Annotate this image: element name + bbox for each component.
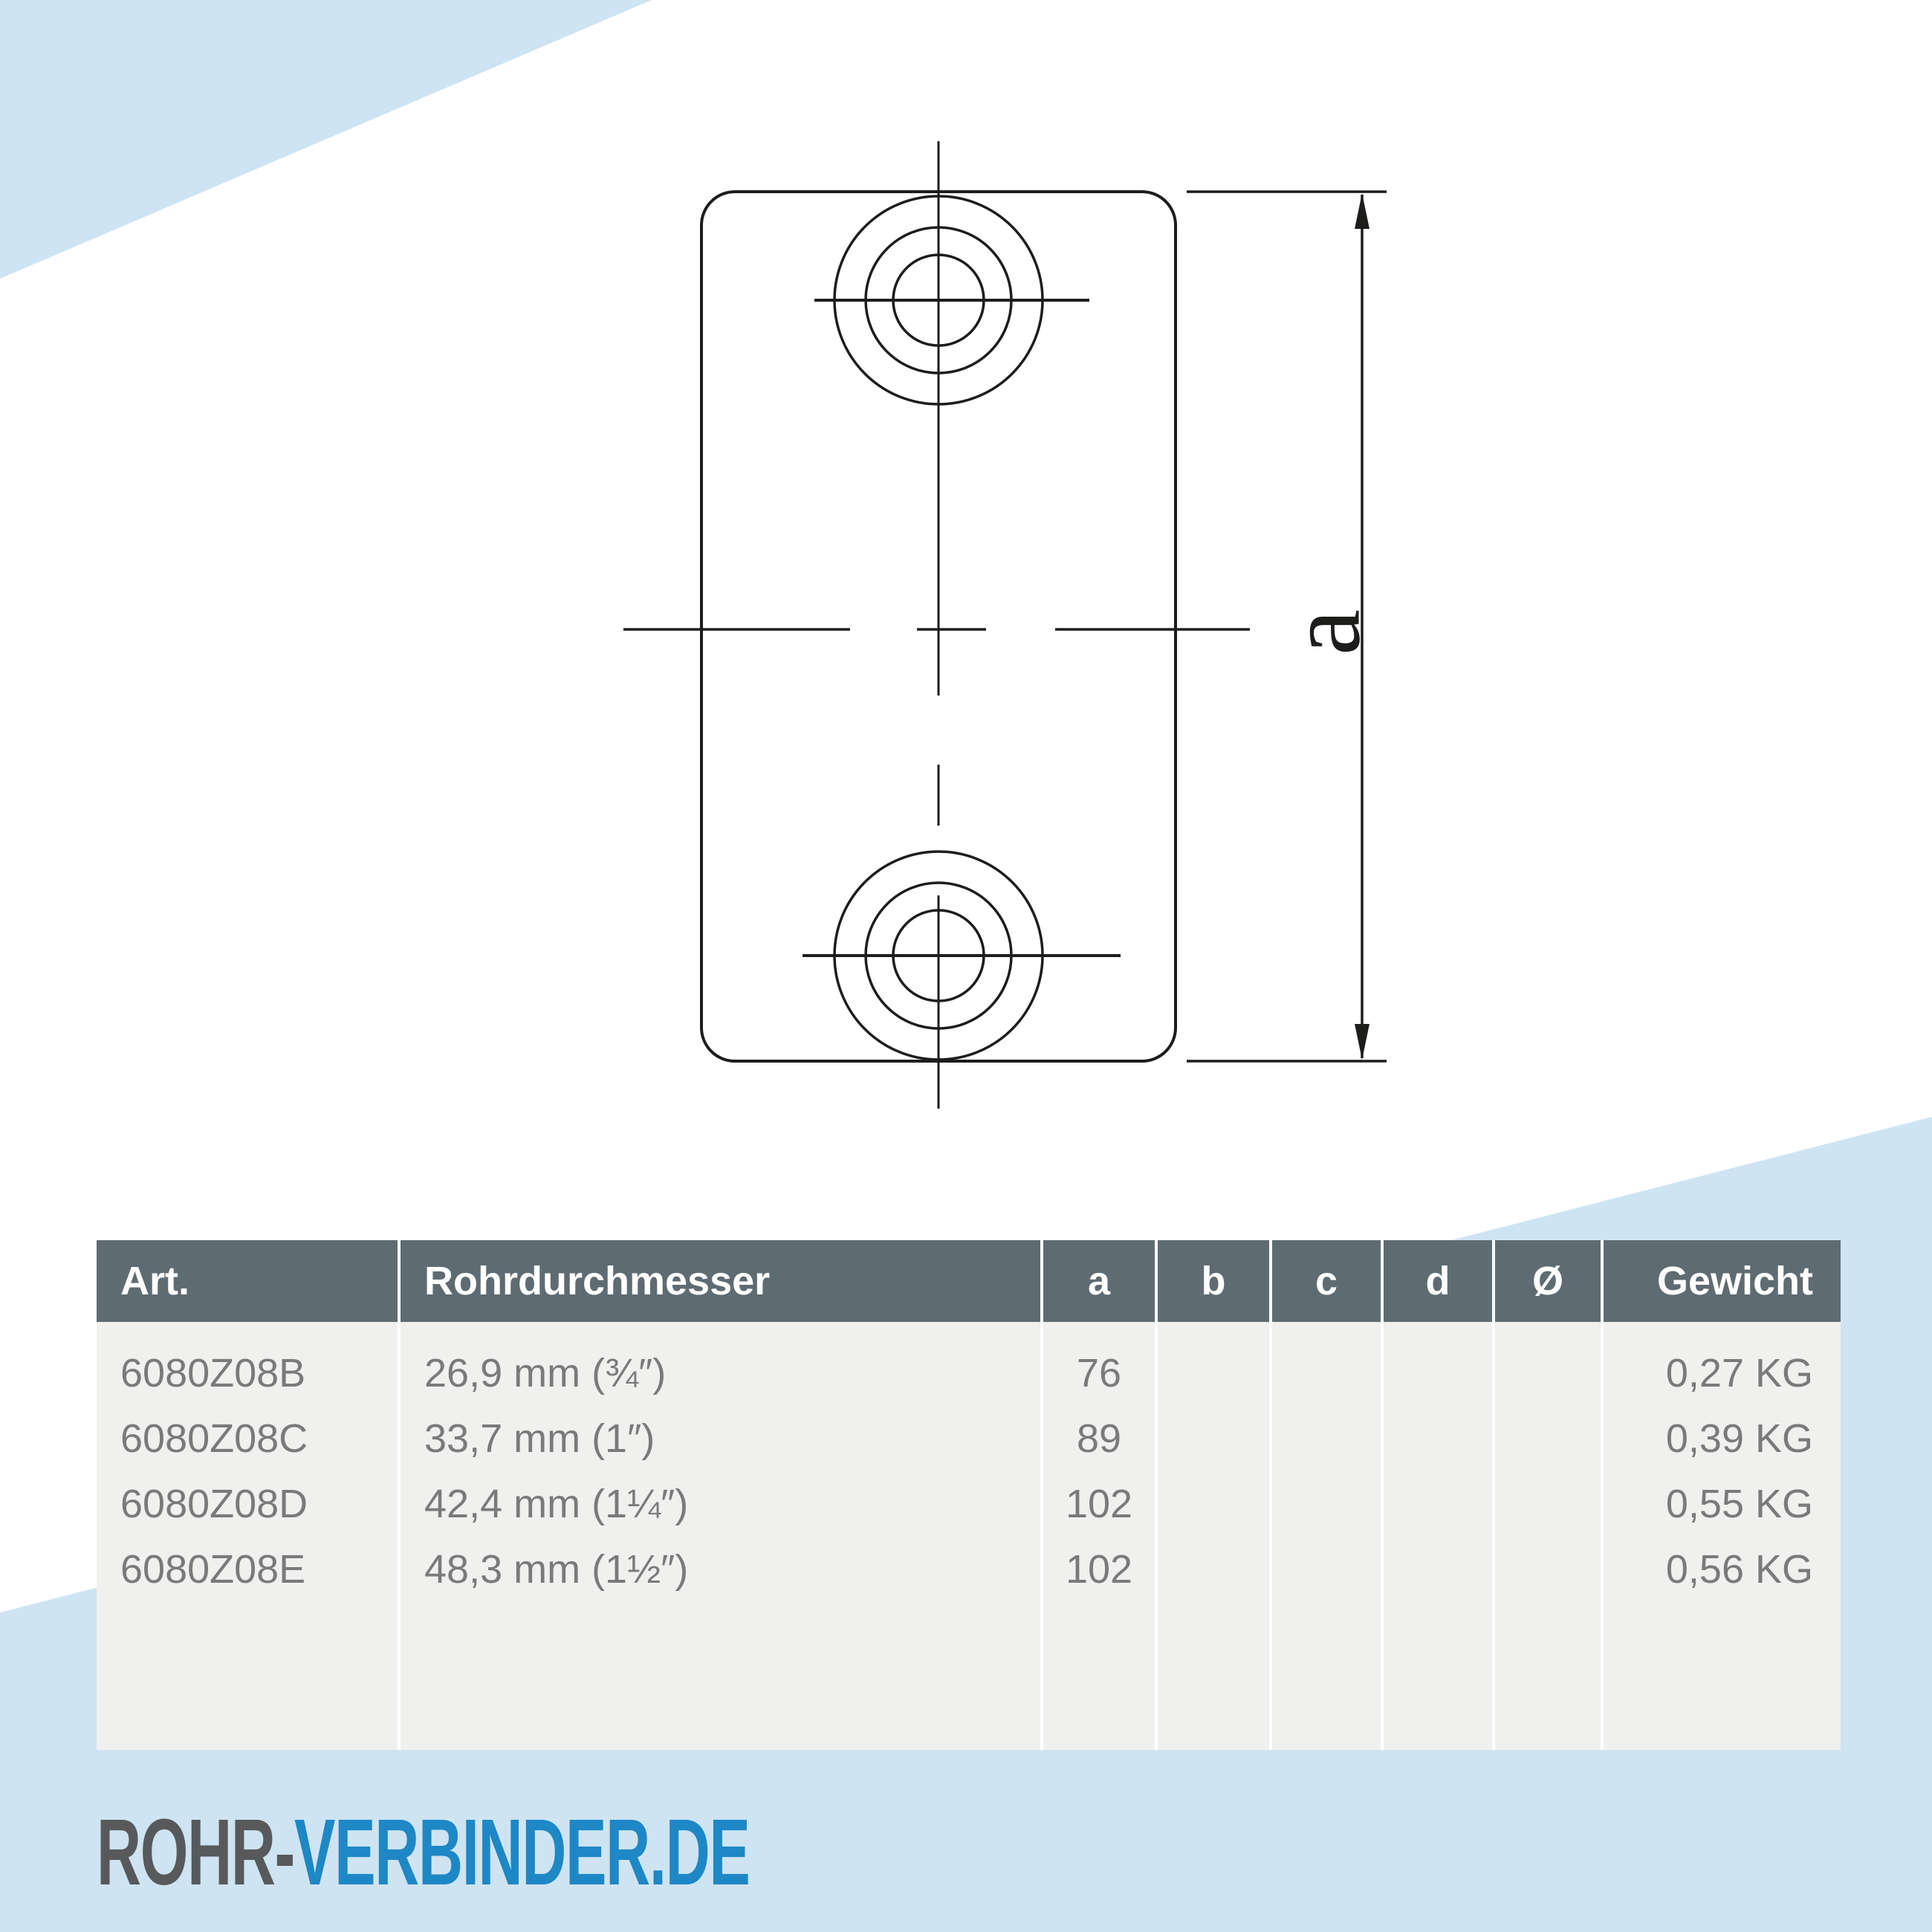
col-header-c: c: [1272, 1240, 1381, 1322]
cell-art: 6080Z08D: [120, 1482, 308, 1526]
cell-rohrdurchmesser: 26,9 mm (¾″): [424, 1351, 667, 1395]
cell-b: [1158, 1471, 1269, 1537]
dimension-label: a: [1266, 609, 1382, 656]
spec-table: [97, 1240, 1841, 1750]
cell-c: [1272, 1537, 1381, 1602]
cell-rohrdurchmesser: 48,3 mm (1½″): [424, 1547, 689, 1592]
cell-b: [1158, 1537, 1269, 1602]
cell-rohrdurchmesser: 42,4 mm (1¼″): [424, 1482, 689, 1526]
cell-diameter: [1495, 1537, 1601, 1602]
cell-diameter: [1495, 1341, 1601, 1406]
top-left-wedge: [0, 0, 652, 279]
cell-a: 102: [1065, 1547, 1133, 1592]
cell-art: 6080Z08E: [120, 1547, 306, 1592]
col-diameter: [1495, 1322, 1601, 1750]
col-b: [1158, 1322, 1269, 1750]
dimension-arrow-up: [1355, 193, 1369, 229]
col-gewicht: [1604, 1322, 1841, 1750]
cell-art: 6080Z08B: [120, 1351, 306, 1395]
cell-art: 6080Z08C: [120, 1416, 308, 1461]
cell-a: 89: [1076, 1416, 1122, 1461]
cell-gewicht: 0,56 KG: [1665, 1547, 1813, 1592]
col-a: [1043, 1322, 1155, 1750]
col-c: [1272, 1322, 1381, 1750]
cell-diameter: [1495, 1406, 1601, 1471]
cell-a: 102: [1065, 1482, 1133, 1526]
col-header-gewicht: Gewicht: [1604, 1240, 1841, 1322]
cell-c: [1272, 1341, 1381, 1406]
cell-b: [1158, 1341, 1269, 1406]
col-rohrdurchmesser: [401, 1322, 1040, 1750]
cell-a: 76: [1076, 1351, 1122, 1395]
col-header-d: d: [1384, 1240, 1492, 1322]
cell-d: [1384, 1341, 1492, 1406]
brand-logo-gray-part: ROHR-: [97, 1800, 294, 1905]
cell-c: [1272, 1471, 1381, 1537]
cell-gewicht: 0,39 KG: [1665, 1416, 1813, 1461]
cell-gewicht: 0,55 KG: [1665, 1482, 1813, 1526]
col-header-art: Art.: [97, 1240, 398, 1322]
col-d: [1384, 1322, 1492, 1750]
cell-c: [1272, 1406, 1381, 1471]
dimension-arrow-down: [1355, 1024, 1369, 1060]
cell-gewicht: 0,27 KG: [1665, 1351, 1813, 1395]
col-art: [97, 1322, 398, 1750]
cell-b: [1158, 1406, 1269, 1471]
cell-d: [1384, 1537, 1492, 1602]
col-header-a: a: [1043, 1240, 1155, 1322]
col-header-diameter: Ø: [1495, 1240, 1601, 1322]
cell-rohrdurchmesser: 33,7 mm (1″): [424, 1416, 655, 1461]
brand-logo-blue-part: VERBINDER.DE: [294, 1800, 750, 1905]
cell-diameter: [1495, 1471, 1601, 1537]
col-header-b: b: [1158, 1240, 1269, 1322]
cell-d: [1384, 1471, 1492, 1537]
col-header-rohrdurchmesser: Rohrdurchmesser: [401, 1240, 1040, 1322]
brand-logo[interactable]: [97, 1800, 750, 1905]
cell-d: [1384, 1406, 1492, 1471]
